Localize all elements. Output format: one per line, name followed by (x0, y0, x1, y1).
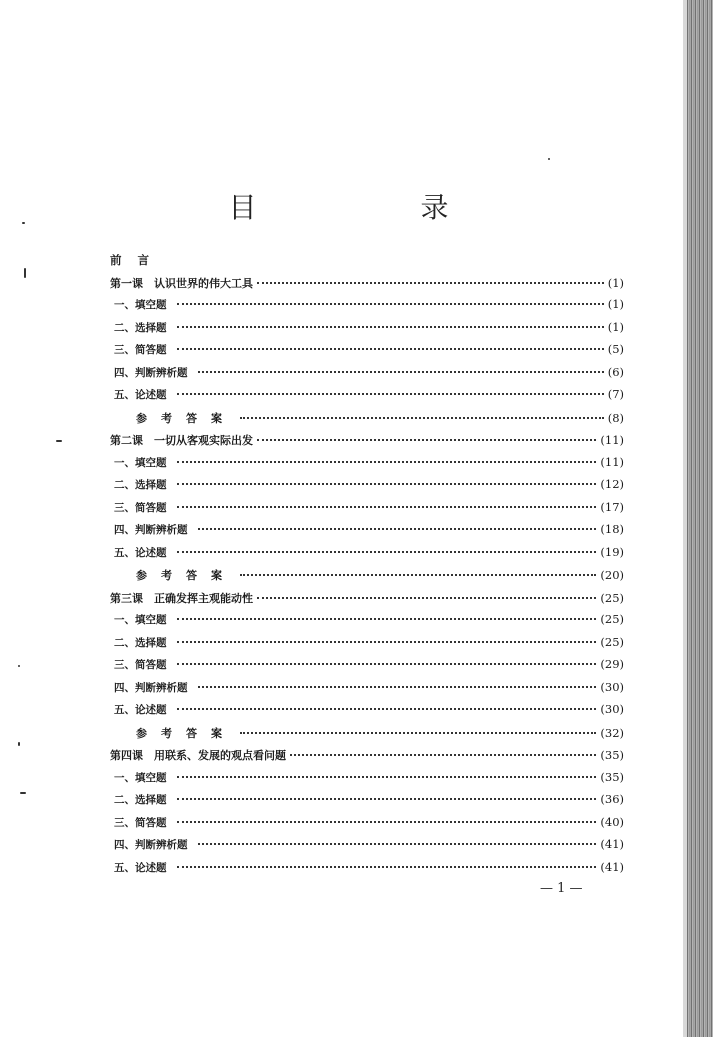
dot-leader (177, 326, 604, 328)
toc-entry-answer (110, 567, 624, 590)
dot-leader (177, 348, 604, 350)
toc-entry-sub (110, 860, 624, 883)
dot-leader (177, 798, 597, 800)
toc-entry-page: (36) (600, 792, 624, 806)
toc-entry-label: 二、选择题 (114, 321, 167, 334)
page-title: 目 录 (228, 191, 485, 224)
toc-entry-page: (25) (600, 634, 624, 649)
toc-entry-page: (1) (607, 275, 624, 290)
toc-entry-page: (8) (607, 410, 624, 425)
toc-entry-page: (11) (600, 433, 624, 447)
dot-leader (177, 303, 604, 305)
dot-leader (240, 732, 596, 734)
toc-entry-sub (110, 770, 624, 793)
toc-entry-sub (110, 702, 624, 725)
toc-entry-page: (1) (607, 297, 624, 311)
toc-entry-sub (110, 342, 624, 365)
toc-entry-page: (20) (600, 568, 624, 582)
dot-leader (240, 417, 604, 419)
toc-entry-page: (25) (600, 612, 624, 626)
dot-leader (177, 393, 604, 395)
toc-entry-label: 四、判断辨析题 (114, 681, 188, 694)
dot-leader (198, 843, 597, 845)
toc-entry-lesson (110, 275, 624, 298)
toc-entry-page: (1) (607, 319, 624, 334)
toc-entry-answer (110, 410, 624, 433)
toc-entry-sub (110, 522, 624, 545)
toc-entry-page: (29) (600, 657, 624, 671)
dot-leader (177, 506, 597, 508)
dot-leader (290, 754, 596, 756)
book-spine-edge (687, 0, 713, 1037)
dot-leader (177, 776, 597, 778)
toc-entry-label: 四、判断辨析题 (114, 366, 188, 379)
toc-entry-lesson (110, 432, 624, 455)
scan-speck (20, 792, 26, 794)
toc-entry-sub (110, 320, 624, 343)
toc-entry-sub (110, 297, 624, 320)
dot-leader (240, 574, 596, 576)
toc-entry-label: 五、论述题 (114, 389, 167, 401)
dot-leader (177, 708, 597, 710)
dot-leader (198, 528, 597, 530)
toc-entry-label: 参考答案 (136, 569, 236, 582)
toc-entry-label: 参考答案 (136, 726, 236, 740)
toc-entry-label: 五、论述题 (114, 861, 167, 874)
dot-leader (177, 821, 597, 823)
toc-entry-page: (6) (607, 364, 624, 379)
dot-leader (177, 641, 597, 643)
toc-entry-sub (110, 365, 624, 388)
toc-entry-label: 一、填空题 (114, 771, 167, 784)
toc-entry-sub (110, 500, 624, 523)
toc-entry-page: (30) (600, 679, 624, 694)
toc-entry-label: 一、填空题 (114, 614, 167, 626)
dot-leader (257, 439, 596, 441)
toc-entry-label: 参考答案 (136, 411, 236, 425)
toc-entry-page: (41) (600, 837, 624, 851)
toc-entry-page: (30) (600, 702, 624, 716)
dot-leader (198, 371, 604, 373)
toc-entry-sub (110, 635, 624, 658)
toc-entry-label: 一、填空题 (114, 456, 167, 469)
toc-entry-page: (7) (607, 387, 624, 401)
toc-entry-label: 五、论述题 (114, 546, 167, 559)
toc-entry-page: (25) (600, 590, 624, 605)
toc-entry-sub (110, 477, 624, 500)
dot-leader (177, 618, 597, 620)
toc-entry-page: (5) (607, 342, 624, 356)
scan-speck (24, 268, 26, 278)
toc-entry-label: 第一课 认识世界的伟大工具 (110, 276, 253, 290)
dot-leader (257, 597, 596, 599)
toc-entry-sub (110, 680, 624, 703)
toc-entry-sub (110, 815, 624, 838)
toc-entry-label: 第二课 一切从客观实际出发 (110, 434, 253, 447)
dot-leader (177, 551, 597, 553)
toc-entry-label: 四、判断辨析题 (114, 839, 188, 851)
toc-entry-sub (110, 837, 624, 860)
toc-entry-page: (35) (600, 769, 624, 784)
toc-entry-label: 四、判断辨析题 (114, 524, 188, 536)
toc-entry-page: (41) (600, 859, 624, 874)
toc-entry-sub (110, 657, 624, 680)
toc-entry-page: (40) (600, 814, 624, 829)
table-of-contents (110, 252, 624, 882)
dot-leader (177, 663, 597, 665)
dot-leader (177, 483, 597, 485)
toc-entry-label: 第四课 用联系、发展的观点看问题 (110, 749, 286, 762)
dot-leader (198, 686, 597, 688)
toc-entry-label: 五、论述题 (114, 704, 167, 716)
toc-entry-sub (110, 387, 624, 410)
dot-leader (177, 461, 597, 463)
toc-entry-answer (110, 725, 624, 748)
toc-entry-label: 第三课 正确发挥主观能动性 (110, 591, 253, 605)
toc-entry-label: 一、填空题 (114, 299, 167, 311)
toc-entry-label: 三、简答题 (114, 501, 167, 514)
toc-entry-label: 二、选择题 (114, 794, 167, 806)
toc-entry-sub (110, 612, 624, 635)
toc-entry-page: (17) (600, 499, 624, 514)
toc-entry-sub (110, 455, 624, 478)
toc-entry-page: (35) (600, 748, 624, 762)
toc-entry-label: 前 言 (110, 253, 156, 267)
toc-entry-lesson (110, 590, 624, 613)
toc-entry-label: 三、简答题 (114, 659, 167, 671)
toc-entry-page: (19) (600, 544, 624, 559)
scan-speck (18, 665, 20, 667)
toc-entry-label: 二、选择题 (114, 479, 167, 491)
toc-entry-label: 二、选择题 (114, 636, 167, 649)
dot-leader (257, 282, 604, 284)
toc-entry-page: (12) (600, 477, 624, 491)
toc-entry-page: (18) (600, 522, 624, 536)
toc-entry-lesson (110, 747, 624, 770)
scan-speck (18, 742, 20, 746)
page-number: — 1 — (540, 881, 583, 896)
toc-entry-label: 三、简答题 (114, 344, 167, 356)
toc-entry-label: 三、简答题 (114, 816, 167, 829)
toc-entry-sub (110, 545, 624, 568)
dot-leader (177, 866, 597, 868)
toc-entry-page: (32) (600, 725, 624, 740)
scan-speck (56, 440, 62, 442)
scan-speck (548, 158, 550, 160)
toc-entry-sub (110, 792, 624, 815)
toc-entry-preface (110, 252, 624, 275)
toc-entry-page: (11) (600, 454, 624, 469)
